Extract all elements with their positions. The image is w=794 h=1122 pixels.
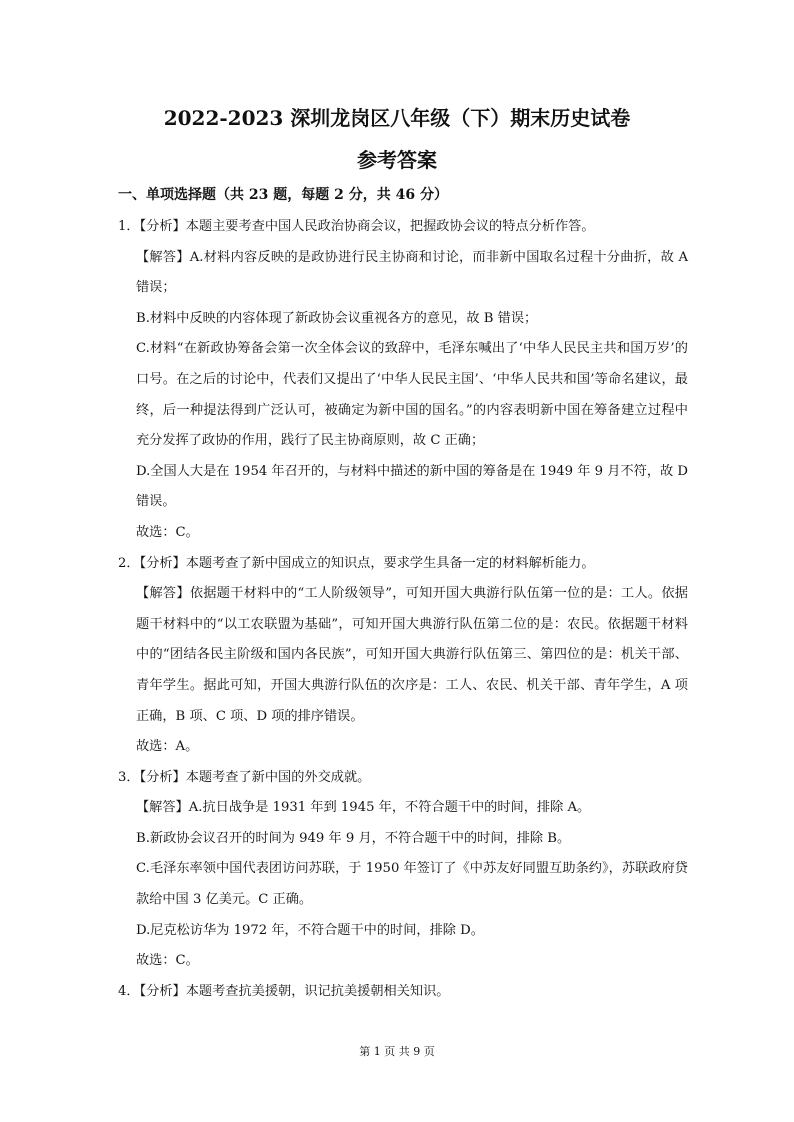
answer-line: A.材料内容反映的是政协进行民主协商和讨论，而非新中国取名过程十分曲折，故 A 错误； [136, 249, 688, 296]
section-heading: 一、单项选择题（共 23 题，每题 2 分，共 46 分） [118, 187, 448, 203]
answer-line: D.全国人大是在 1954 年召开的，与材料中描述的新中国的筹备是在 1949 年 9 月不符，故 D 错误。 [136, 463, 688, 510]
answer-line: C.毛泽东率领中国代表团访问苏联，于 1950 年签订了《中苏友好同盟互助条约》，苏联政府贷款给中国 3 亿美元。C 正确。 [136, 861, 688, 908]
answer-line: 依据题干材料中的“工人阶级领导”，可知开国大典游行队伍第一位的是：工人。依据题干材料中的“以工农联盟为基础”，可知开国大典游行队伍第二位的是：农民。依据题干材料中的“团结各民主阶级和国内各民族”，可知开国大典游行队伍第三、第四位的是：机关干部、青年学生。据此可知，开国大典游行队伍的次序是：工人、农民、机关干部、青年学生，A 项正确，B 项、C 项、D 项的排序错误。 [136, 586, 688, 724]
document-subtitle: 参考答案 [357, 148, 437, 172]
analysis-tag: 【分析】 [139, 769, 186, 785]
question-4-analysis-line [118, 977, 688, 1008]
answer-paragraph [118, 579, 688, 732]
analysis-tag: 【分析】 [139, 983, 186, 999]
question-3 [118, 763, 688, 977]
answer-line: B.新政协会议召开的时间为 949 年 9 月，不符合题干中的时间，排除 B。 [136, 830, 571, 846]
analysis-text: 本题考查了新中国的外交成就。 [185, 769, 371, 785]
question-1-analysis-line [118, 212, 688, 243]
answer-line: B.材料中反映的内容体现了新政协会议重视各方的意见，故 B 错误； [136, 310, 538, 326]
question-number: 4． [118, 983, 140, 999]
question-number: 1． [118, 219, 140, 234]
question-number: 3． [118, 769, 140, 785]
analysis-tag: 【分析】 [139, 555, 186, 571]
question-2-analysis-line [118, 549, 688, 580]
analysis-tag: 【分析】 [139, 219, 186, 234]
answer-body [118, 212, 688, 1007]
answer-choice: 故选：A。 [136, 739, 199, 755]
question-1 [118, 212, 688, 549]
answer-choice: 故选：C。 [136, 953, 199, 969]
question-2 [118, 549, 688, 763]
answer-tag: 【解答】 [136, 249, 190, 265]
answer-line: C.材料“在新政协筹备会第一次全体会议的致辞中，毛泽东喊出了‘中华人民民主共和国万岁’的口号。在之后的讨论中，代表们又提出了‘中华人民民主国’、‘中华人民共和国’等命名建议，最终，后一种提法得到广泛认可，被确定为新中国的国名。”的内容表明新中国在筹备建立过程中充分发挥了政协的作用，践行了民主协商原则，故 C 正确； [136, 341, 688, 449]
question-4 [118, 977, 688, 1008]
analysis-text: 本题主要考查中国人民政治协商会议，把握政协会议的特点分析作答。 [185, 219, 595, 234]
answer-tag: 【解答】 [136, 800, 189, 816]
answer-choice: 故选：C。 [136, 524, 199, 540]
answer-paragraph [118, 793, 688, 824]
answer-line: A.抗日战争是 1931 年到 1945 年，不符合题干中的时间，排除 A。 [188, 800, 591, 816]
answer-tag: 【解答】 [136, 586, 190, 602]
answer-line: D.尼克松访华为 1972 年，不符合题干中的时间，排除 D。 [136, 922, 484, 938]
answer-paragraph [118, 243, 688, 304]
document-title: 2022-2023 深圳龙岗区八年级（下）期末历史试卷 [163, 106, 631, 130]
analysis-text: 本题考查抗美援朝，识记抗美援朝相关知识。 [185, 983, 450, 999]
question-3-analysis-line [118, 763, 688, 794]
analysis-text: 本题考查了新中国成立的知识点，要求学生具备一定的材料解析能力。 [185, 555, 595, 571]
question-number: 2． [118, 555, 140, 571]
page-footer: 第 1 页 共 9 页 [359, 1045, 435, 1058]
